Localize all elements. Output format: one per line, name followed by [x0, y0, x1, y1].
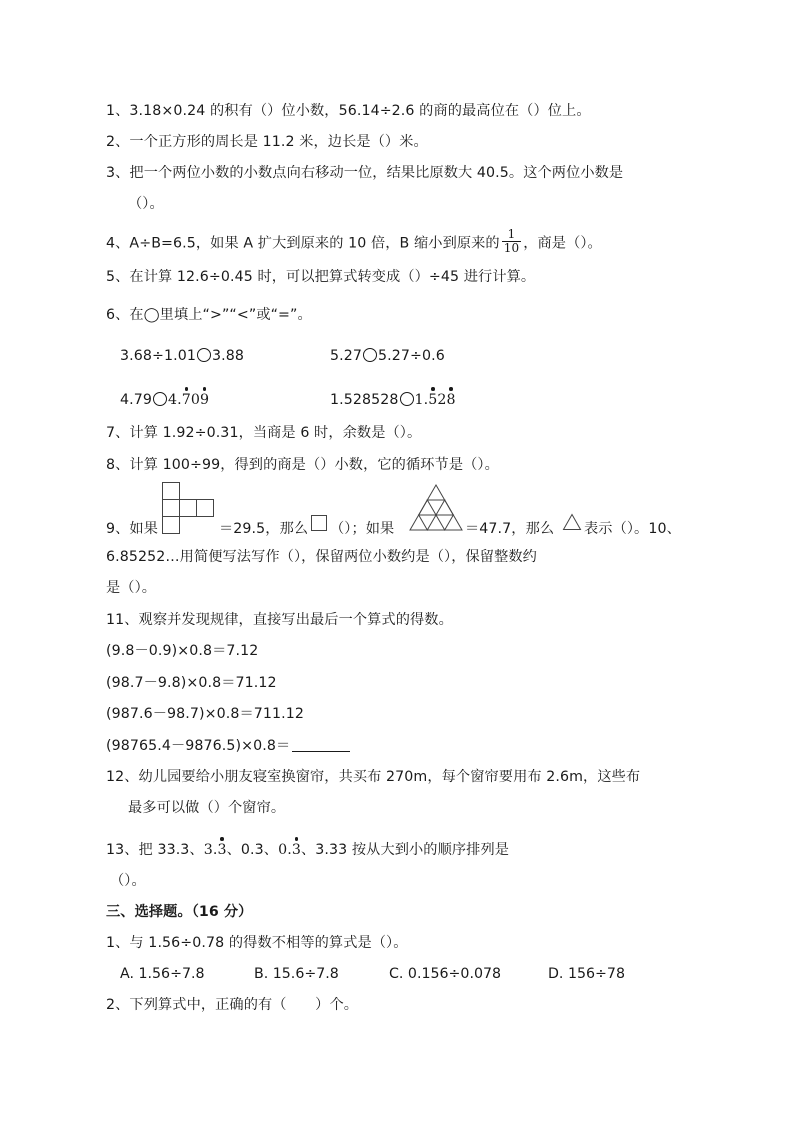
question-13-mid: 、0.3、 — [226, 842, 279, 858]
question-6-text: 6、在◯里填上“>”“<”或“=”。 — [106, 307, 312, 323]
answer-blank — [292, 737, 350, 752]
question-9-part4 — [465, 519, 554, 539]
fraction-one-tenth — [502, 228, 521, 255]
question-9-result-1: ＝29.5，那么 — [219, 521, 309, 537]
repetend-dot: 3 — [291, 842, 301, 858]
question-10 — [106, 547, 537, 567]
question-12-text: 12、幼儿园要给小朋友寝室换窗帘，共买布 270m，每个窗帘要用布 2.6m，这些布 — [106, 769, 641, 785]
question-3-text: 3、把一个两位小数的小数点向右移动一位，结果比原数大 40.5。这个两位小数是 — [106, 165, 624, 181]
question-12-cont — [128, 798, 285, 818]
question-12-tail: 最多可以做（）个窗帘。 — [128, 800, 286, 816]
compare-c-left: 4.79 — [120, 392, 152, 408]
question-13-blank: （）。 — [110, 873, 146, 889]
question-4-tail: ，商是（）。 — [523, 235, 602, 252]
question-7-text: 7、计算 1.92÷0.31，当商是 6 时，余数是（）。 — [106, 425, 422, 441]
compare-d — [330, 390, 456, 410]
question-12 — [106, 767, 640, 787]
pattern-row — [106, 673, 277, 693]
option-d: D. 156÷78 — [548, 966, 625, 982]
question-9-part2 — [219, 519, 308, 539]
compare-circle-icon — [197, 348, 211, 362]
option-b: B. 15.6÷7.8 — [254, 966, 339, 982]
question-10-text: 6.85252…用简便写法写作（），保留两位小数约是（），保留整数约 — [106, 549, 537, 565]
question-2 — [106, 132, 428, 152]
pattern-row — [106, 736, 350, 756]
repetend-dot: 3 — [217, 842, 227, 858]
choice-question-1 — [106, 933, 408, 953]
question-11 — [106, 610, 453, 630]
question-8 — [106, 455, 499, 475]
question-13 — [106, 840, 509, 860]
compare-circle-icon — [400, 392, 414, 406]
option-a: A. 1.56÷7.8 — [120, 966, 205, 982]
question-13-tail: 、3.33 按从大到小的顺序排列是 — [300, 842, 510, 858]
cube-net-icon — [160, 482, 218, 534]
repeating-decimal-3-3: 3.3 — [203, 842, 227, 858]
question-8-text: 8、计算 100÷99，得到的商是（）小数，它的循环节是（）。 — [106, 457, 499, 473]
section-3-title: 三、选择题。（16 分） — [106, 904, 253, 920]
compare-circle-icon — [363, 348, 377, 362]
fraction-denominator: 10 — [503, 241, 520, 255]
question-9 — [106, 519, 158, 539]
choice-question-2 — [106, 995, 358, 1015]
repetend-dot: 8 — [446, 392, 456, 408]
question-3-cont — [128, 194, 164, 214]
question-5-text: 5、在计算 12.6÷0.45 时，可以把算式转变成（）÷45 进行计算。 — [106, 269, 536, 285]
repeating-decimal-4709: 4.709 — [168, 392, 210, 408]
repetend-dot: 9 — [200, 392, 210, 408]
question-6 — [106, 305, 312, 325]
question-9-blank-1: （）；如果 — [330, 521, 395, 537]
compare-c — [120, 390, 209, 410]
question-9-part3 — [330, 519, 394, 539]
choice-question-2-text: 2、下列算式中，正确的有（ ）个。 — [106, 997, 359, 1013]
compare-b — [330, 346, 445, 366]
fraction-numerator: 1 — [502, 228, 521, 242]
compare-b-left: 5.27 — [330, 348, 362, 364]
compare-d-left: 1.528528 — [330, 392, 399, 408]
small-square-icon — [310, 514, 328, 532]
question-3 — [106, 163, 623, 183]
triangle-grid-icon — [408, 484, 464, 532]
section-heading — [106, 902, 252, 922]
pattern-row-text: (987.6－98.7)×0.8＝711.12 — [106, 706, 305, 722]
question-1-text: 1、3.18×0.24 的积有（）位小数，56.14÷2.6 的商的最高位在（）位上。 — [106, 103, 591, 119]
question-9-blank-2: 表示（）。10、 — [584, 521, 681, 537]
question-9-result-2: ＝47.7，那么 — [465, 521, 555, 537]
question-5 — [106, 267, 535, 287]
option-c: C. 0.156÷0.078 — [389, 966, 502, 982]
question-11-text: 11、观察并发现规律，直接写出最后一个算式的得数。 — [106, 612, 453, 628]
choice-question-1-text: 1、与 1.56÷0.78 的得数不相等的算式是（）。 — [106, 935, 408, 951]
question-10-cont — [106, 578, 156, 598]
pattern-row — [106, 704, 304, 724]
repetend-dot: 7 — [181, 392, 191, 408]
question-9-part5 — [584, 519, 681, 539]
question-3-blank: （）。 — [128, 196, 164, 212]
repeating-decimal-0-3: 0.3 — [278, 842, 301, 858]
question-13-cont — [110, 871, 146, 891]
question-2-text: 2、一个正方形的周长是 11.2 米，边长是（）米。 — [106, 134, 428, 150]
question-1 — [106, 101, 591, 121]
compare-a-right: 3.88 — [211, 348, 244, 364]
question-7 — [106, 423, 421, 443]
question-4 — [106, 227, 602, 257]
compare-a-left: 3.68÷1.01 — [120, 348, 196, 364]
repetend-dot: 5 — [428, 392, 438, 408]
pattern-row — [106, 641, 258, 661]
question-10-tail: 是（）。 — [106, 580, 157, 596]
question-4-text: 4、A÷B=6.5，如果 A 扩大到原来的 10 倍，B 缩小到原来的 — [106, 235, 500, 252]
pattern-row-text: (98.7－9.8)×0.8＝71.12 — [106, 675, 277, 691]
compare-a — [120, 346, 244, 366]
question-13-text: 13、把 33.3、 — [106, 842, 204, 858]
small-triangle-icon — [562, 513, 582, 531]
repeating-decimal-1528: 1.528 — [414, 392, 456, 408]
compare-circle-icon — [153, 392, 167, 406]
question-9-text: 9、如果 — [106, 521, 158, 537]
pattern-row-text: (98765.4－9876.5)×0.8＝ — [106, 738, 291, 754]
pattern-row-text: (9.8－0.9)×0.8＝7.12 — [106, 643, 259, 659]
compare-b-right: 5.27÷0.6 — [378, 348, 445, 364]
